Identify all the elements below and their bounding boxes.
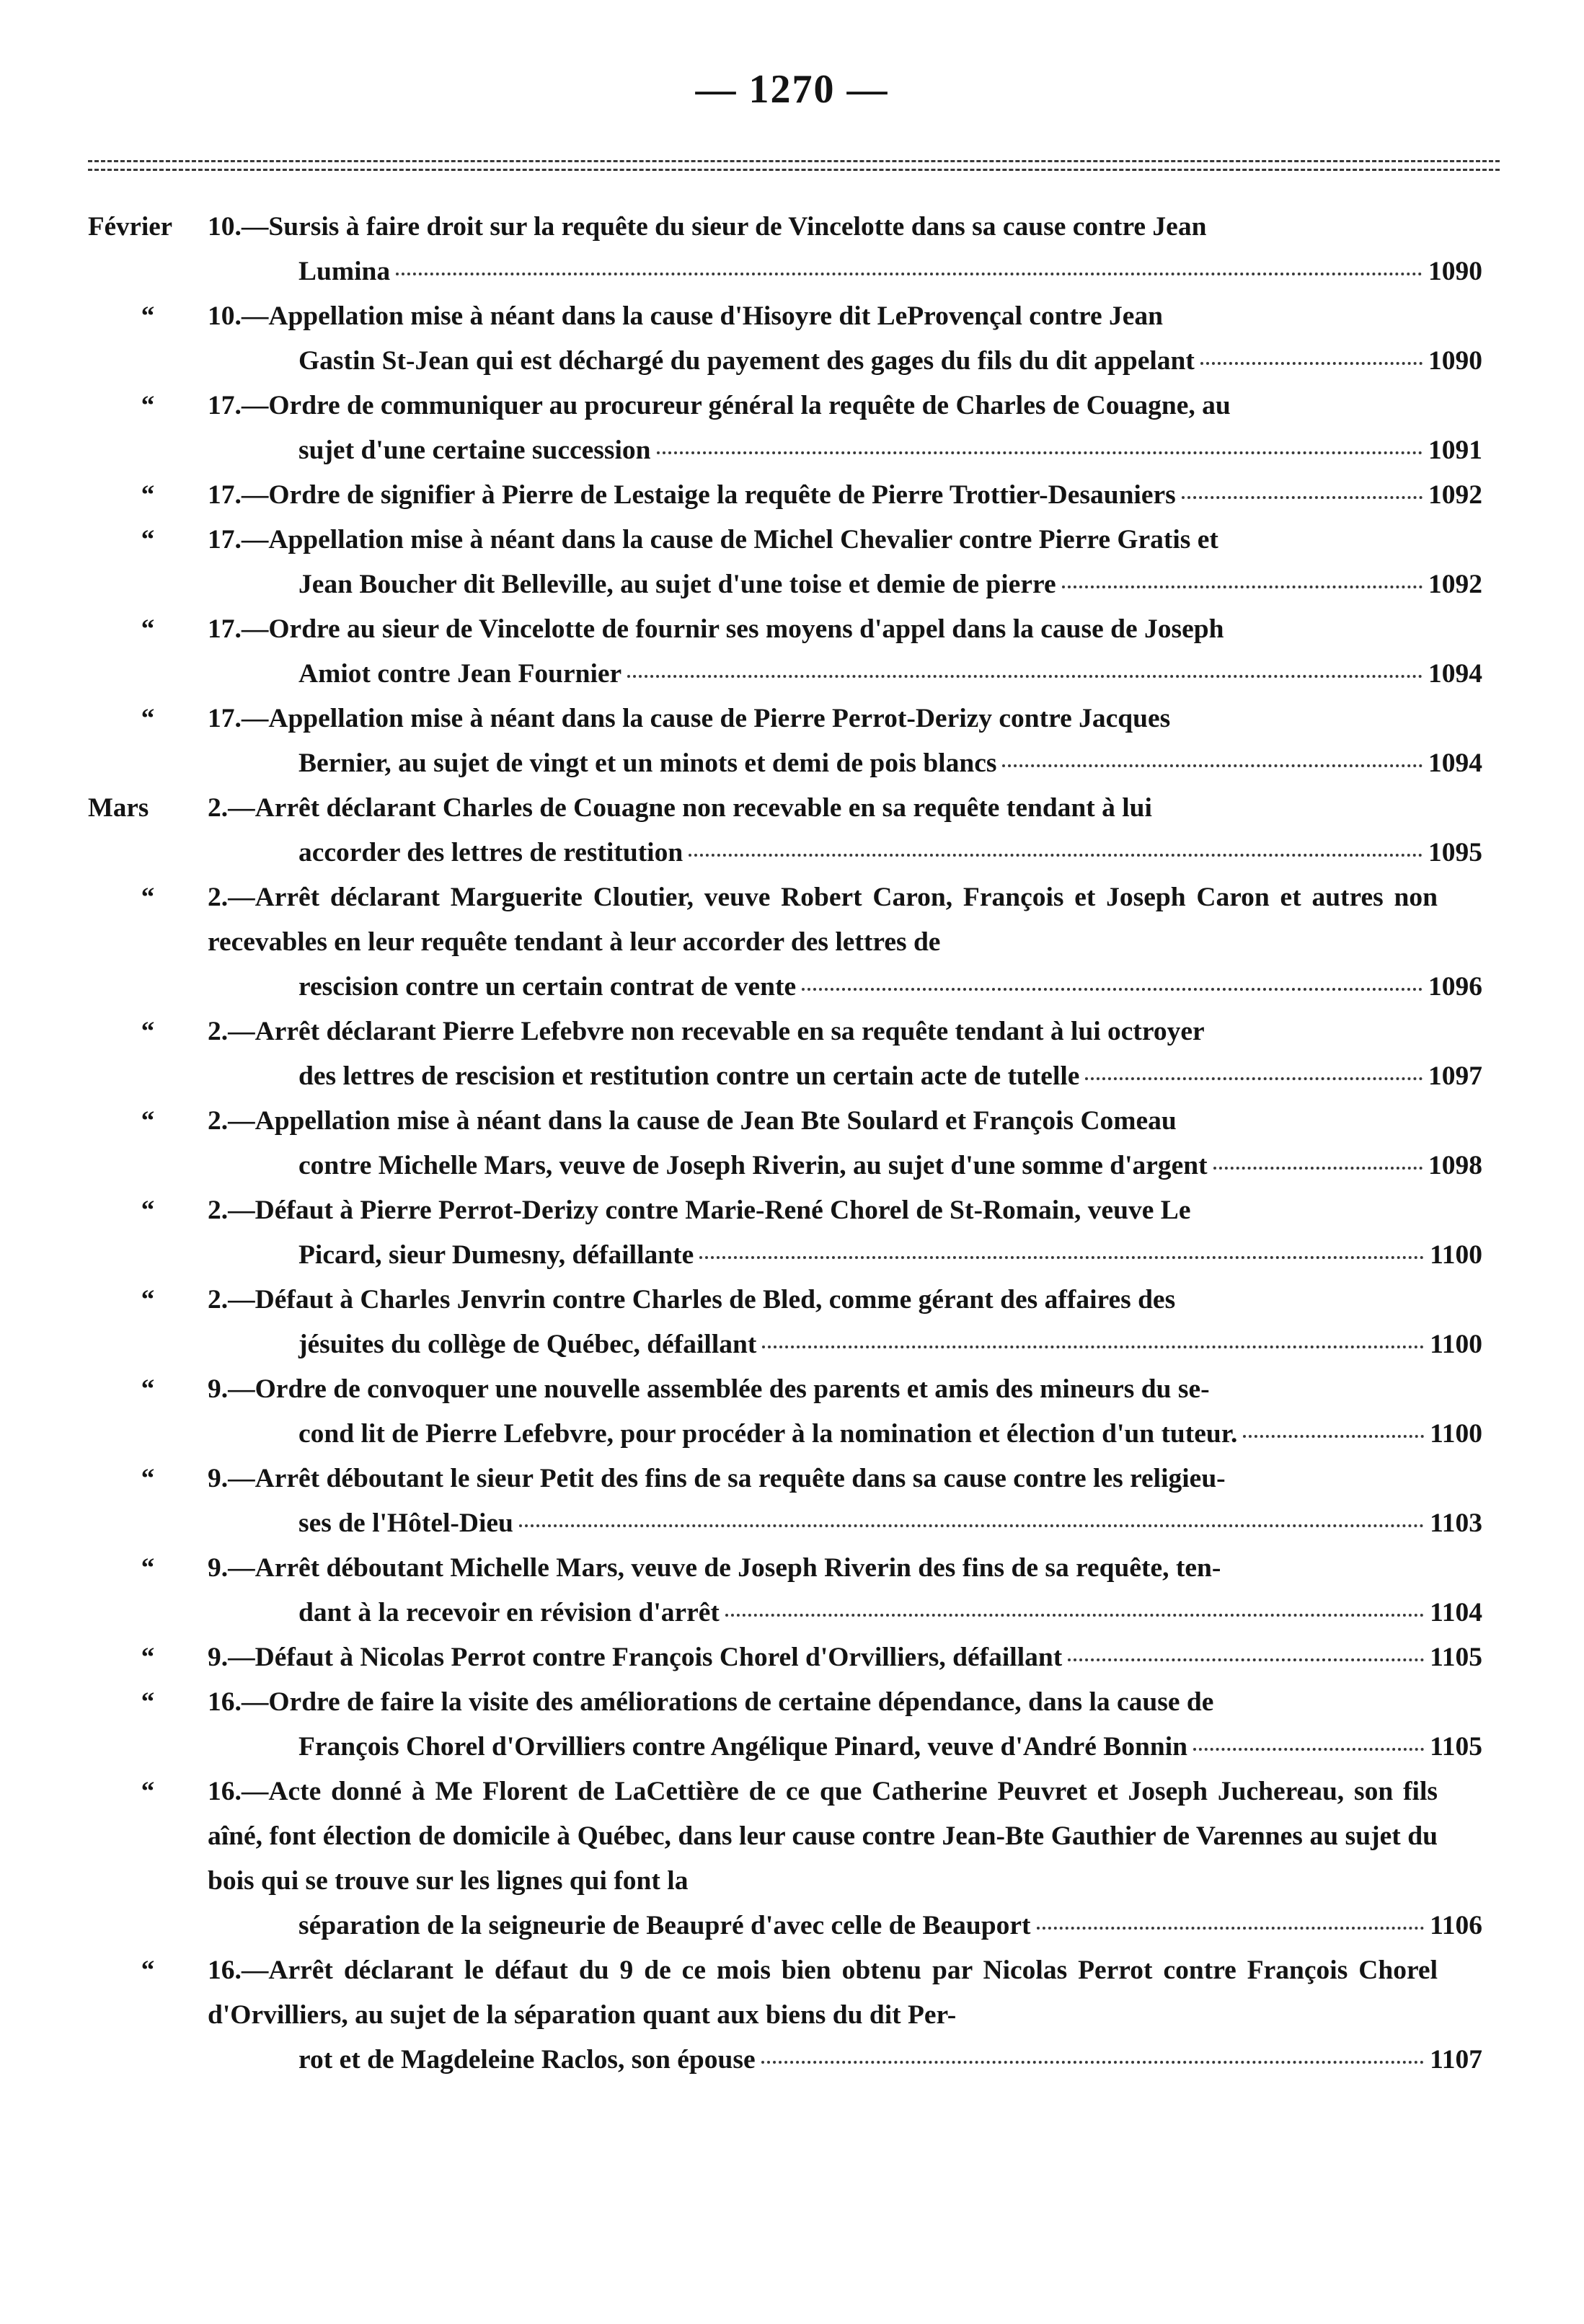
- ditto-mark: “: [141, 391, 155, 420]
- ditto-mark: “: [141, 1106, 155, 1136]
- dot-leader: [657, 443, 1422, 454]
- entry-last-line: [298, 1904, 1482, 1948]
- entry-last-text: Picard, sieur Dumesny, défaillante: [298, 1240, 694, 1270]
- entry-page-number: 1106: [1430, 1911, 1482, 1940]
- entry-page-number: 1103: [1430, 1508, 1482, 1538]
- ditto-mark: “: [141, 1017, 155, 1046]
- entry-last-text: jésuites du collège de Québec, défaillant: [298, 1330, 757, 1359]
- entry-day: 9.—: [208, 1553, 255, 1583]
- entry-page-number: 1094: [1428, 659, 1482, 689]
- entry-last-text: Lumina: [298, 257, 391, 286]
- ditto-mark: “: [141, 883, 155, 912]
- entry-page-number: 1097: [1428, 1061, 1482, 1091]
- entry-last-line: [298, 1322, 1482, 1367]
- index-entry: [0, 1948, 1584, 2082]
- entry-day: 16.—: [208, 1777, 269, 1806]
- entry-last-line: [298, 1412, 1482, 1457]
- dot-leader: [1068, 1650, 1424, 1661]
- index-entry: [0, 1099, 1584, 1188]
- dot-leader: [1243, 1426, 1424, 1438]
- entry-last-text: des lettres de rescision et restitution contre un certain acte de tutelle: [298, 1061, 1080, 1091]
- entry-day: 17.—: [208, 525, 269, 555]
- index-entry: [0, 875, 1584, 1009]
- entry-day: 17.—: [208, 704, 269, 733]
- entry-month: Février: [88, 212, 173, 242]
- entry-page-number: 1095: [1428, 838, 1482, 867]
- entry-last-line: [298, 965, 1482, 1009]
- ditto-mark: “: [141, 1285, 155, 1315]
- entry-list: [0, 205, 1584, 2082]
- dot-leader: [1062, 577, 1422, 588]
- ditto-mark: “: [141, 1643, 155, 1672]
- dot-leader: [396, 264, 1422, 275]
- entry-page-number: 1091: [1428, 436, 1482, 465]
- index-entry: [0, 518, 1584, 607]
- entry-day: 2.—: [208, 1017, 255, 1046]
- entry-last-line: [298, 562, 1482, 607]
- entry-page-number: 1105: [1430, 1732, 1482, 1762]
- entry-last-text: accorder des lettres de restitution: [298, 838, 683, 867]
- ditto-mark: “: [141, 1374, 155, 1404]
- entry-day: 16.—: [208, 1956, 269, 1985]
- index-entry: [0, 1457, 1584, 1546]
- entry-day: 10.—: [208, 301, 269, 331]
- entry-last-text: Jean Boucher dit Belleville, au sujet d'une toise et demie de pierre: [298, 570, 1056, 599]
- dot-leader: [1037, 1918, 1425, 1930]
- dot-leader: [1182, 487, 1422, 499]
- entry-day: 17.—: [208, 614, 269, 644]
- index-entry: [0, 1635, 1584, 1680]
- dot-leader: [1213, 1158, 1422, 1170]
- dot-leader: [1193, 1739, 1424, 1751]
- index-entry: [0, 473, 1584, 518]
- entry-last-line: [208, 473, 1482, 518]
- dot-leader: [761, 2052, 1424, 2064]
- entry-last-text: ses de l'Hôtel-Dieu: [298, 1508, 513, 1538]
- entry-last-line: [298, 741, 1482, 786]
- entry-page-number: 1098: [1428, 1151, 1482, 1180]
- entry-text: 9.—Arrêt déboutant Michelle Mars, veuve de Joseph Riverin des fins de sa requête, ten-: [208, 1553, 1221, 1583]
- entry-text: 17.—Ordre de communiquer au procureur général la requête de Charles de Couagne, au: [208, 391, 1231, 420]
- index-entry: [0, 607, 1584, 697]
- entry-last-line: [298, 428, 1482, 473]
- page-number: — 1270 —: [695, 67, 889, 112]
- entry-last-text: rot et de Magdeleine Raclos, son épouse: [298, 2045, 756, 2075]
- entry-text: 10.—Appellation mise à néant dans la cause d'Hisoyre dit LeProvençal contre Jean: [208, 301, 1164, 331]
- dot-leader: [699, 1247, 1424, 1259]
- entry-text: 16.—Arrêt déclarant le défaut du 9 de ce mois bien obtenu par Nicolas Perrot contre François Chorel d'Orvilliers, au sujet de la séparation quant aux biens du dit Per-: [208, 1956, 1438, 2030]
- dot-leader: [725, 1605, 1424, 1617]
- entry-last-line: [298, 1233, 1482, 1278]
- index-entry: [0, 1188, 1584, 1278]
- entry-last-line: [298, 1501, 1482, 1546]
- entry-last-text: sujet d'une certaine succession: [298, 436, 651, 465]
- ditto-mark: “: [141, 1553, 155, 1583]
- entry-last-line: [298, 831, 1482, 875]
- entry-page-number: 1104: [1430, 1598, 1482, 1627]
- entry-day: 10.—: [208, 212, 269, 242]
- entry-page-number: 1105: [1430, 1643, 1482, 1672]
- dot-leader: [762, 1337, 1424, 1348]
- index-entry: [0, 786, 1584, 875]
- index-entry: [0, 697, 1584, 786]
- index-entry: [0, 294, 1584, 384]
- entry-day: 2.—: [208, 1196, 255, 1225]
- entry-last-line: [298, 1591, 1482, 1635]
- entry-day: 9.—: [208, 1643, 255, 1672]
- entry-last-text: Gastin St-Jean qui est déchargé du payement des gages du fils du dit appelant: [298, 346, 1195, 376]
- entry-page-number: 1090: [1428, 346, 1482, 376]
- dot-leader: [1085, 1069, 1422, 1080]
- header-rule-bottom: [88, 169, 1500, 171]
- dot-leader: [802, 979, 1422, 991]
- ditto-mark: “: [141, 1464, 155, 1493]
- entry-last-line: [298, 2038, 1482, 2082]
- entry-text: 2.—Défaut à Pierre Perrot-Derizy contre Marie-René Chorel de St-Romain, veuve Le: [208, 1196, 1191, 1225]
- header-rule-top: [88, 160, 1500, 162]
- entry-day: 9.—: [208, 1464, 255, 1493]
- entry-last-text: cond lit de Pierre Lefebvre, pour procéder à la nomination et élection d'un tuteur.: [298, 1419, 1238, 1449]
- index-entry: [0, 384, 1584, 473]
- entry-last-text: 9.—Défaut à Nicolas Perrot contre François Chorel d'Orvilliers, défaillant: [208, 1643, 1063, 1672]
- ditto-mark: “: [141, 301, 155, 331]
- ditto-mark: “: [141, 525, 155, 555]
- entry-last-line: [208, 1635, 1482, 1680]
- entry-page-number: 1092: [1428, 480, 1482, 510]
- dot-leader: [1200, 353, 1422, 365]
- ditto-mark: “: [141, 704, 155, 733]
- entry-page-number: 1100: [1430, 1240, 1482, 1270]
- entry-day: 2.—: [208, 1285, 255, 1315]
- entry-last-text: dant à la recevoir en révision d'arrêt: [298, 1598, 720, 1627]
- entry-last-text: rescision contre un certain contrat de vente: [298, 972, 797, 1002]
- entry-last-text: 17.—Ordre de signifier à Pierre de Lestaige la requête de Pierre Trottier-Desauniers: [208, 480, 1176, 510]
- entry-text: 2.—Défaut à Charles Jenvrin contre Charles de Bled, comme gérant des affaires des: [208, 1285, 1176, 1315]
- entry-page-number: 1090: [1428, 257, 1482, 286]
- index-entry: [0, 1680, 1584, 1769]
- entry-page-number: 1100: [1430, 1330, 1482, 1359]
- ditto-mark: “: [141, 614, 155, 644]
- entry-last-line: [298, 249, 1482, 294]
- entry-page-number: 1094: [1428, 748, 1482, 778]
- entry-text: 2.—Arrêt déclarant Marguerite Cloutier, veuve Robert Caron, François et Joseph Caron et autres non recevables en leur requête tendant à leur accorder des lettres de: [208, 883, 1438, 957]
- entry-text: 2.—Arrêt déclarant Charles de Couagne non recevable en sa requête tendant à lui: [208, 793, 1152, 823]
- entry-last-line: [298, 1725, 1482, 1769]
- index-entry: [0, 205, 1584, 294]
- index-entry: [0, 1278, 1584, 1367]
- index-entry: [0, 1769, 1584, 1948]
- ditto-mark: “: [141, 1687, 155, 1717]
- entry-day: 17.—: [208, 480, 269, 510]
- entry-text: 2.—Arrêt déclarant Pierre Lefebvre non recevable en sa requête tendant à lui octroyer: [208, 1017, 1205, 1046]
- entry-last-line: [298, 1054, 1482, 1099]
- entry-text: 16.—Ordre de faire la visite des améliorations de certaine dépendance, dans la cause de: [208, 1687, 1214, 1717]
- entry-page-number: 1100: [1430, 1419, 1482, 1449]
- index-entry: [0, 1367, 1584, 1457]
- entry-last-text: Bernier, au sujet de vingt et un minots et demi de pois blancs: [298, 748, 997, 778]
- ditto-mark: “: [141, 1956, 155, 1985]
- entry-text: 9.—Ordre de convoquer une nouvelle assemblée des parents et amis des mineurs du se-: [208, 1374, 1210, 1404]
- entry-text: 17.—Ordre au sieur de Vincelotte de fournir ses moyens d'appel dans la cause de Joseph: [208, 614, 1224, 644]
- entry-last-text: séparation de la seigneurie de Beaupré d'avec celle de Beauport: [298, 1911, 1031, 1940]
- entry-last-text: François Chorel d'Orvilliers contre Angélique Pinard, veuve d'André Bonnin: [298, 1732, 1188, 1762]
- entry-text: 2.—Appellation mise à néant dans la cause de Jean Bte Soulard et François Comeau: [208, 1106, 1177, 1136]
- entry-page-number: 1096: [1428, 972, 1482, 1002]
- entry-last-text: Amiot contre Jean Fournier: [298, 659, 622, 689]
- entry-day: 17.—: [208, 391, 269, 420]
- ditto-mark: “: [141, 1777, 155, 1806]
- ditto-mark: “: [141, 480, 155, 510]
- entry-text: 17.—Appellation mise à néant dans la cause de Michel Chevalier contre Pierre Gratis et: [208, 525, 1218, 555]
- dot-leader: [519, 1516, 1424, 1527]
- dot-leader: [627, 666, 1422, 678]
- index-entry: [0, 1009, 1584, 1099]
- entry-page-number: 1092: [1428, 570, 1482, 599]
- entry-last-text: contre Michelle Mars, veuve de Joseph Riverin, au sujet d'une somme d'argent: [298, 1151, 1208, 1180]
- entry-day: 2.—: [208, 793, 255, 823]
- entry-day: 16.—: [208, 1687, 269, 1717]
- entry-page-number: 1107: [1430, 2045, 1482, 2075]
- entry-month: Mars: [88, 793, 149, 823]
- entry-day: 9.—: [208, 1374, 255, 1404]
- entry-day: 2.—: [208, 1106, 255, 1136]
- entry-last-line: [298, 652, 1482, 697]
- entry-text: 17.—Appellation mise à néant dans la cause de Pierre Perrot-Derizy contre Jacques: [208, 704, 1171, 733]
- entry-last-line: [298, 1144, 1482, 1188]
- ditto-mark: “: [141, 1196, 155, 1225]
- dot-leader: [1002, 756, 1422, 767]
- entry-last-line: [298, 339, 1482, 384]
- index-entry: [0, 1546, 1584, 1635]
- entry-text: 16.—Acte donné à Me Florent de LaCettière de ce que Catherine Peuvret et Joseph Juchereau, son fils aîné, font élection de domicile à Québec, dans leur cause contre Jean-Bte Gauthier de Varennes au sujet du bois qui se trouve sur les lignes qui font la: [208, 1777, 1438, 1896]
- entry-text: 9.—Arrêt déboutant le sieur Petit des fins de sa requête dans sa cause contre les religieu-: [208, 1464, 1226, 1493]
- entry-text: 10.—Sursis à faire droit sur la requête du sieur de Vincelotte dans sa cause contre Jean: [208, 212, 1207, 242]
- dot-leader: [689, 845, 1422, 857]
- entry-day: 2.—: [208, 883, 255, 912]
